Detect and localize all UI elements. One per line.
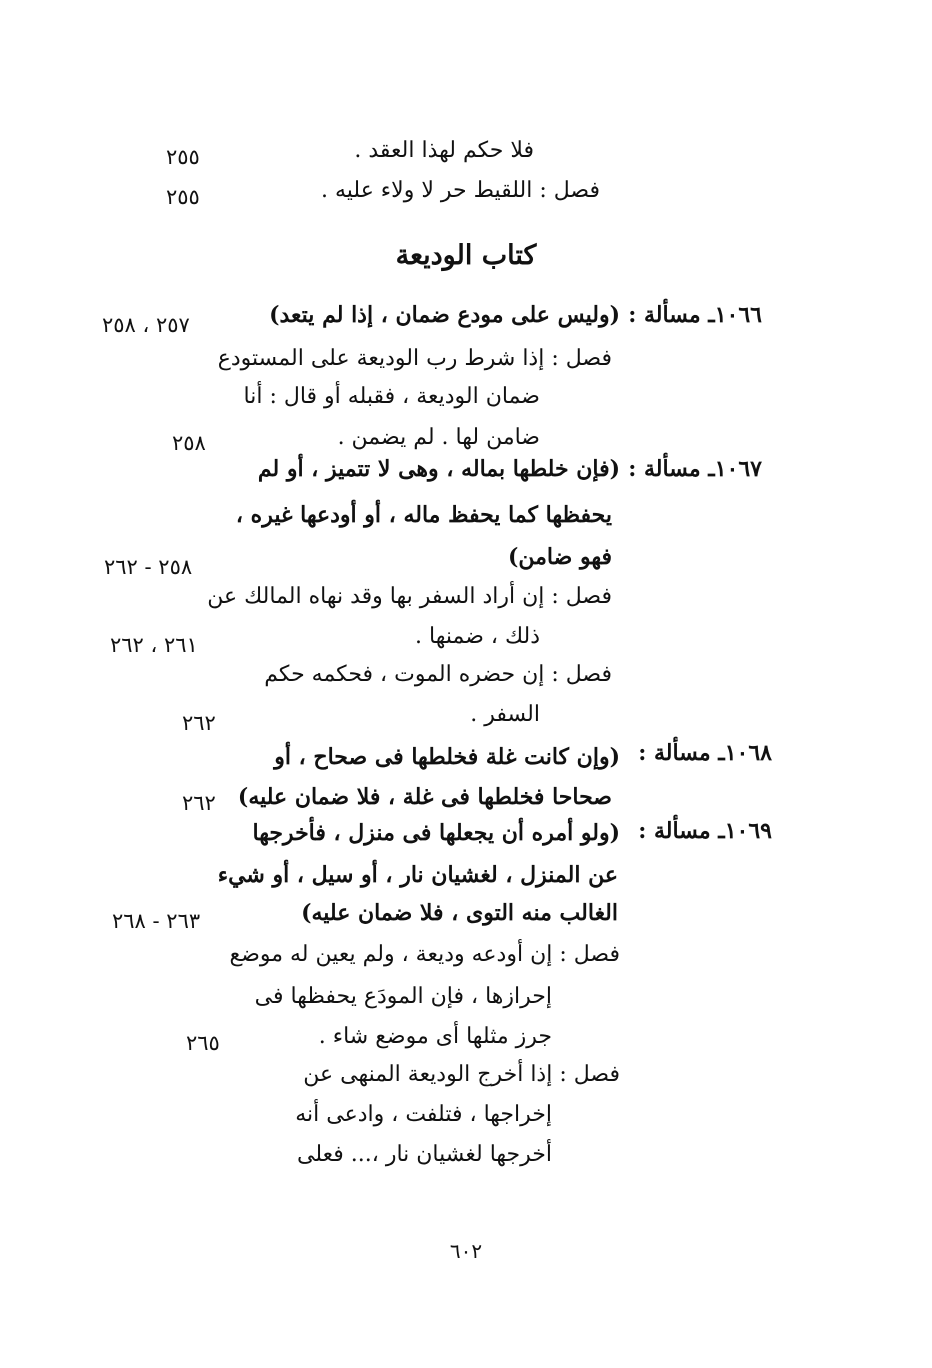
page-ref: ٢٦٣ - ٢٦٨ <box>112 909 201 933</box>
page-ref: ٢٦٢ <box>182 711 216 735</box>
issue-text: فهو ضامن) <box>507 544 612 570</box>
fasl-text: جرز مثلها أى موضع شاء . <box>318 1024 552 1049</box>
issue-text: صحاحا فخلطها فى غلة ، فلا ضمان عليه) <box>237 784 612 810</box>
issue-text: (وإن كانت غلة فخلطها فى صحاح ، أو <box>274 744 620 770</box>
fasl-text: إحرازها ، فإن المودَع يحفظها فى <box>254 984 552 1009</box>
page-ref: ٢٦١ ، ٢٦٢ <box>110 633 198 657</box>
page-number: ٦٠٢ <box>449 1239 483 1263</box>
fasl-text: فصل : إن أودعه وديعة ، ولم يعين له موضع <box>229 942 620 967</box>
entry-text: فصل : اللقيط حر لا ولاء عليه . <box>320 178 600 203</box>
fasl-text: ضامن لها . لم يضمن . <box>337 425 540 450</box>
fasl-text: أخرجها لغشيان نار ،... فعلى <box>297 1142 552 1167</box>
page-ref: ٢٥٨ - ٢٦٢ <box>104 555 193 579</box>
issue-text: (فإن خلطها بماله ، وهى لا تتميز ، أو لم <box>257 456 620 482</box>
fasl-text: ضمان الوديعة ، فقبله أو قال : أنا <box>243 384 540 409</box>
issue-text: (وليس على مودع ضمان ، إذا لم يتعد) <box>269 302 620 328</box>
issue-text: (ولو أمره أن يجعلها فى منزل ، فأخرجها <box>252 820 620 846</box>
issue-text: عن المنزل ، لغشيان نار ، أو سيل ، أو شيء <box>217 862 618 888</box>
page-ref: ٢٥٧ ، ٢٥٨ <box>102 313 190 337</box>
fasl-text: فصل : إن حضره الموت ، فحكمه حكم <box>264 662 612 687</box>
page-ref: ٢٥٨ <box>172 431 206 455</box>
fasl-text: ذلك ، ضمنها . <box>415 624 540 649</box>
section-title: كتاب الوديعة <box>395 240 537 271</box>
issue-label: ١٠٦٦ـ مسألة : <box>628 302 762 328</box>
fasl-text: إخراجها ، فتلفت ، وادعى أنه <box>295 1102 552 1127</box>
fasl-text: فصل : إذا أخرج الوديعة المنهى عن <box>303 1062 620 1087</box>
page-ref: ٢٥٥ <box>166 145 200 169</box>
page-ref: ٢٥٥ <box>166 185 200 209</box>
issue-label: ١٠٦٨ـ مسألة : <box>638 740 772 766</box>
issue-label: ١٠٦٩ـ مسألة : <box>638 818 772 844</box>
fasl-text: فصل : إن أراد السفر بها وقد نهاه المالك عن <box>207 584 612 609</box>
fasl-text: فصل : إذا شرط رب الوديعة على المستودع <box>217 346 612 371</box>
page-ref: ٢٦٢ <box>182 791 216 815</box>
issue-text: الغالب منه التوى ، فلا ضمان عليه) <box>301 900 618 926</box>
fasl-text: السفر . <box>470 702 540 727</box>
entry-text: فلا حكم لهذا العقد . <box>354 138 534 163</box>
issue-text: يحفظها كما يحفظ ماله ، أو أودعها غيره ، <box>235 502 612 528</box>
page-ref: ٢٦٥ <box>186 1031 220 1055</box>
issue-label: ١٠٦٧ـ مسألة : <box>628 456 762 482</box>
